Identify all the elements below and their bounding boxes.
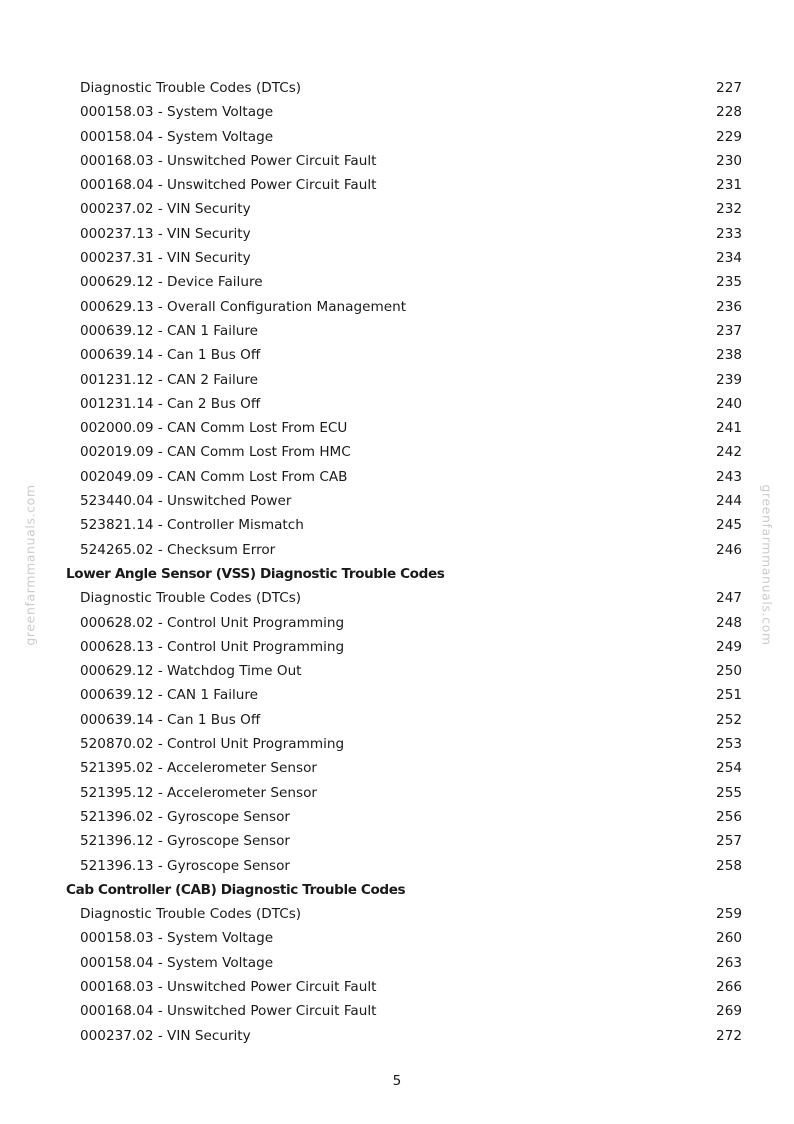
toc-entry-page: 238 [716, 347, 742, 364]
toc-entry-title: Lower Angle Sensor (VSS) Diagnostic Trouble Codes [66, 565, 445, 582]
toc-entry[interactable] [66, 805, 742, 829]
toc-entry-page: 263 [716, 954, 742, 971]
toc-entry-page: 235 [716, 274, 742, 291]
toc-entry-title: 002049.09 - CAN Comm Lost From CAB [80, 468, 348, 485]
toc-entry-title: 000628.02 - Control Unit Programming [80, 614, 345, 631]
page-number: 5 [392, 1073, 402, 1089]
toc-entry[interactable] [66, 635, 742, 659]
watermark-right: greenfarmmanuals.com [759, 484, 775, 646]
toc-entry-title: 000168.03 - Unswitched Power Circuit Fault [80, 152, 377, 169]
toc-section-heading[interactable] [66, 878, 742, 902]
toc-entry[interactable] [66, 951, 742, 975]
toc-entry[interactable] [66, 197, 742, 221]
toc-entry-page: 241 [716, 420, 742, 437]
toc-entry-page: 236 [716, 298, 742, 315]
toc-entry-page: 229 [716, 128, 742, 145]
toc-entry-title: 521396.12 - Gyroscope Sensor [80, 833, 291, 850]
watermark-left: greenfarmmanuals.com [22, 484, 38, 646]
toc-entry-page: 258 [716, 857, 742, 874]
toc-entry-page: 255 [716, 784, 742, 801]
toc-entry[interactable] [66, 368, 742, 392]
toc-entry-title: 000237.13 - VIN Security [80, 225, 251, 242]
toc-entry[interactable] [66, 173, 742, 197]
toc-entry[interactable] [66, 854, 742, 878]
toc-entry[interactable] [66, 683, 742, 707]
toc-entry[interactable] [66, 270, 742, 294]
toc-entry[interactable] [66, 295, 742, 319]
toc-entry[interactable] [66, 708, 742, 732]
toc-entry[interactable] [66, 1024, 742, 1048]
toc-entry-page: 250 [716, 663, 742, 680]
toc-entry[interactable] [66, 975, 742, 999]
toc-entry[interactable] [66, 343, 742, 367]
toc-entry[interactable] [66, 926, 742, 950]
toc-entry-title: 523440.04 - Unswitched Power [80, 493, 292, 510]
toc-entry[interactable] [66, 125, 742, 149]
toc-entry-page: 259 [716, 906, 742, 923]
toc-entry-page: 237 [716, 322, 742, 339]
toc-entry-title: 000168.04 - Unswitched Power Circuit Fault [80, 1003, 377, 1020]
toc-entry-title: 520870.02 - Control Unit Programming [80, 736, 345, 753]
toc-entry-page: 228 [716, 104, 742, 121]
toc-entry-title: 000168.04 - Unswitched Power Circuit Fault [80, 177, 377, 194]
toc-entry-page: 266 [716, 978, 742, 995]
toc-entry[interactable] [66, 611, 742, 635]
toc-entry[interactable] [66, 999, 742, 1023]
toc-entry-page: 244 [716, 493, 742, 510]
toc-entry-title: 001231.12 - CAN 2 Failure [80, 371, 259, 388]
toc-entry-title: Cab Controller (CAB) Diagnostic Trouble Codes [66, 881, 406, 898]
toc-entry-title: Diagnostic Trouble Codes (DTCs) [80, 906, 302, 923]
toc-entry-page: 256 [716, 808, 742, 825]
toc-entry-title: 000629.12 - Watchdog Time Out [80, 663, 302, 680]
toc-entry-page: 233 [716, 225, 742, 242]
toc-entry[interactable] [66, 902, 742, 926]
toc-entry[interactable] [66, 76, 742, 100]
toc-entry-title: 000639.14 - Can 1 Bus Off [80, 347, 261, 364]
toc-entry-page: 227 [716, 80, 742, 96]
toc-entry-title: Diagnostic Trouble Codes (DTCs) [80, 590, 302, 607]
toc-entry[interactable] [66, 538, 742, 562]
toc-entry-title: 000158.04 - System Voltage [80, 128, 274, 145]
toc-entry-title: 000629.13 - Overall Configuration Management [80, 298, 407, 315]
toc-entry-page: 243 [716, 468, 742, 485]
toc-entry[interactable] [66, 392, 742, 416]
toc-entry-title: 002019.09 - CAN Comm Lost From HMC [80, 444, 351, 461]
toc-entry-title: 000639.12 - CAN 1 Failure [80, 322, 259, 339]
toc-entry[interactable] [66, 440, 742, 464]
toc-entry-page: 249 [716, 638, 742, 655]
toc-entry-page: 260 [716, 930, 742, 947]
toc-entry-page: 242 [716, 444, 742, 461]
toc-entry[interactable] [66, 149, 742, 173]
toc-entry-page: 239 [716, 371, 742, 388]
toc-entry-page: 234 [716, 250, 742, 267]
toc-entry[interactable] [66, 489, 742, 513]
toc-entry-title: 001231.14 - Can 2 Bus Off [80, 395, 261, 412]
toc-entry-title: 000158.03 - System Voltage [80, 930, 274, 947]
toc-entry-title: 000158.03 - System Voltage [80, 104, 274, 121]
toc-entry[interactable] [66, 222, 742, 246]
toc-entry-title: Diagnostic Trouble Codes (DTCs) [80, 80, 302, 96]
toc-entry[interactable] [66, 829, 742, 853]
toc-entry[interactable] [66, 756, 742, 780]
toc-entry-page: 230 [716, 152, 742, 169]
toc-entry-title: 000629.12 - Device Failure [80, 274, 263, 291]
toc-entry[interactable] [66, 781, 742, 805]
toc-entry-title: 524265.02 - Checksum Error [80, 541, 276, 558]
toc-entry-title: 002000.09 - CAN Comm Lost From ECU [80, 420, 348, 437]
toc-entry-page: 248 [716, 614, 742, 631]
toc-entry[interactable] [66, 319, 742, 343]
toc-entry-title: 000158.04 - System Voltage [80, 954, 274, 971]
toc-entry[interactable] [66, 416, 742, 440]
toc-entry-page: 231 [716, 177, 742, 194]
toc-entry[interactable] [66, 659, 742, 683]
toc-entry-title: 000628.13 - Control Unit Programming [80, 638, 345, 655]
toc-entry-page: 269 [716, 1003, 742, 1020]
toc-entry[interactable] [66, 732, 742, 756]
toc-entry-page: 247 [716, 590, 742, 607]
toc-entry-title: 523821.14 - Controller Mismatch [80, 517, 304, 534]
toc-entry-page: 272 [716, 1027, 742, 1044]
toc-entry-title: 000237.31 - VIN Security [80, 250, 251, 267]
toc-entry-title: 000639.14 - Can 1 Bus Off [80, 711, 261, 728]
toc-entry-title: 000237.02 - VIN Security [80, 1027, 251, 1044]
toc-entry[interactable] [66, 586, 742, 610]
toc-entry[interactable] [66, 465, 742, 489]
toc-entry-page: 253 [716, 736, 742, 753]
toc-entry-title: 521395.12 - Accelerometer Sensor [80, 784, 317, 801]
toc-section-heading[interactable] [66, 562, 742, 586]
table-of-contents [66, 76, 742, 1048]
toc-entry-title: 000168.03 - Unswitched Power Circuit Fault [80, 978, 377, 995]
toc-entry-title: 000237.02 - VIN Security [80, 201, 251, 218]
toc-entry-page: 254 [716, 760, 742, 777]
toc-entry-page: 252 [716, 711, 742, 728]
toc-entry-page: 245 [716, 517, 742, 534]
toc-entry-title: 521396.13 - Gyroscope Sensor [80, 857, 291, 874]
toc-entry-page: 246 [716, 541, 742, 558]
toc-entry-title: 521396.02 - Gyroscope Sensor [80, 808, 291, 825]
toc-entry-title: 521395.02 - Accelerometer Sensor [80, 760, 317, 777]
toc-entry[interactable] [66, 100, 742, 124]
toc-entry-title: 000639.12 - CAN 1 Failure [80, 687, 259, 704]
toc-entry[interactable] [66, 246, 742, 270]
toc-entry-page: 232 [716, 201, 742, 218]
toc-entry[interactable] [66, 513, 742, 537]
toc-entry-page: 251 [716, 687, 742, 704]
toc-entry-page: 240 [716, 395, 742, 412]
toc-entry-page: 257 [716, 833, 742, 850]
